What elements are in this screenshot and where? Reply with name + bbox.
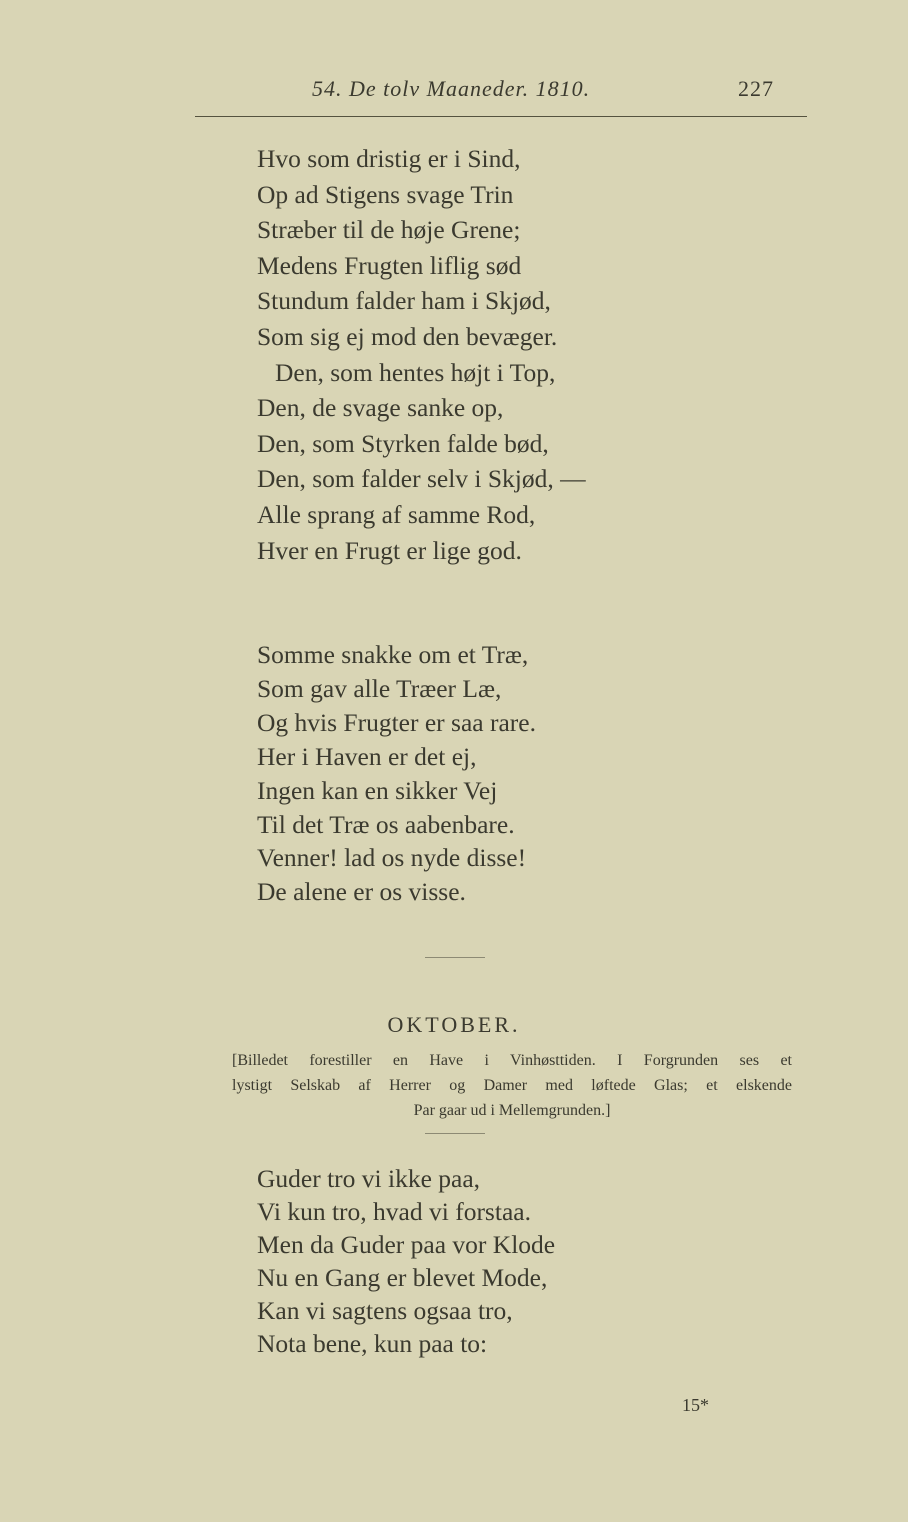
stage-note <box>232 1048 792 1123</box>
verse-line: Hver en Frugt er lige god. <box>257 535 522 565</box>
verse-line: Medens Frugten liflig sød <box>257 250 522 280</box>
note-divider <box>425 1133 485 1134</box>
verse-line: Somme snakke om et Træ, <box>257 640 529 669</box>
header-rule <box>195 116 807 117</box>
verse-line: Nu en Gang er blevet Mode, <box>257 1263 548 1292</box>
verse-line: Den, de svage sanke op, <box>257 393 504 423</box>
verse-line: Her i Haven er det ej, <box>257 741 477 771</box>
verse-line: Til det Træ os aabenbare. <box>257 809 515 839</box>
verse-line: Venner! lad os nyde disse! <box>257 843 527 873</box>
verse-line: Som sig ej mod den bevæger. <box>257 322 558 351</box>
verse-line: Som gav alle Træer Læ, <box>257 673 502 703</box>
verse-line: Nota bene, kun paa to: <box>257 1329 488 1358</box>
verse-line: De alene er os visse. <box>257 877 466 907</box>
verse-line: Stundum falder ham i Skjød, <box>257 286 551 316</box>
verse-line: Den, som hentes højt i Top, <box>275 357 556 387</box>
page-number: 227 <box>738 76 774 101</box>
running-title: 54. De tolv Maaneder. 1810. <box>312 76 591 101</box>
verse-line: Vi kun tro, hvad vi forstaa. <box>257 1197 531 1226</box>
verse-line: Men da Guder paa vor Klode <box>257 1230 556 1259</box>
verse-line: Hvo som dristig er i Sind, <box>257 144 521 173</box>
stage-note-line: [Billedet forestiller en Have i Vinhøsttiden. I Forgrunden ses et <box>232 1052 792 1069</box>
section-title: OKTOBER. <box>387 1012 521 1037</box>
verse-line: Ingen kan en sikker Vej <box>257 775 498 805</box>
stage-note-line: Par gaar ud i Mellemgrunden.] <box>413 1102 611 1119</box>
verse-line: Op ad Stigens svage Trin <box>257 179 514 209</box>
verse-line: Kan vi sagtens ogsaa tro, <box>257 1296 513 1325</box>
signature-mark: 15* <box>682 1395 709 1415</box>
section-divider <box>425 957 485 958</box>
verse-line: Alle sprang af samme Rod, <box>257 500 536 529</box>
verse-line: Den, som falder selv i Skjød, — <box>257 464 586 494</box>
verse-line: Guder tro vi ikke paa, <box>257 1164 481 1193</box>
verse-line: Stræber til de høje Grene; <box>257 215 521 245</box>
verse-line: Og hvis Frugter er saa rare. <box>257 707 536 737</box>
verse-line: Den, som Styrken falde bød, <box>257 428 549 458</box>
stage-note-line: lystigt Selskab af Herrer og Damer med løftede Glas; et elskende <box>232 1077 792 1094</box>
